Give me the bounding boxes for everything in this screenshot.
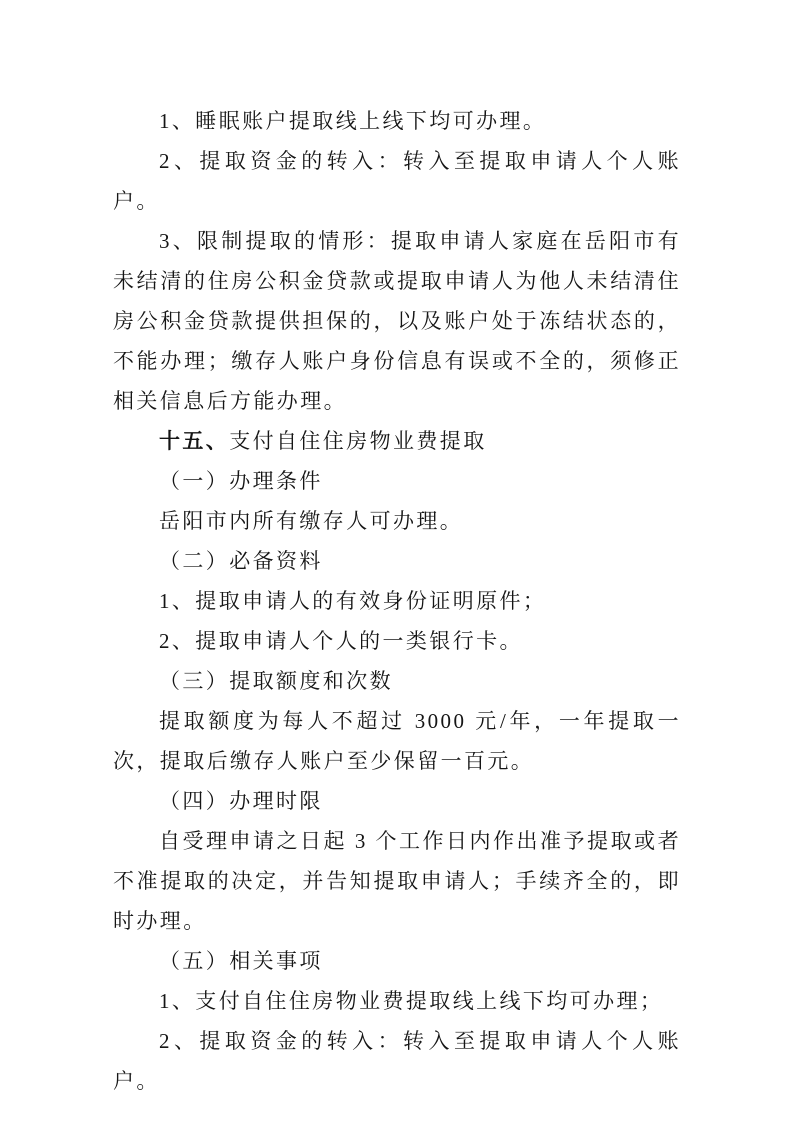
list-item-1-sleep-account: 1、睡眠账户提取线上线下均可办理。 <box>159 109 547 133</box>
list-item-2-fund-transfer-account: 2、提取资金的转入：转入至提取申请人个人账户。 <box>113 1029 681 1093</box>
paragraph-eligibility: 岳阳市内所有缴存人可办理。 <box>159 509 464 533</box>
paragraph-quota-detail: 提取额度为每人不超过 3000 元/年，一年提取一次，提取后缴存人账户至少保留一百元。 <box>113 709 681 773</box>
subsection-heading-conditions: （一）办理条件 <box>159 469 323 493</box>
section-heading-fifteen <box>113 421 681 461</box>
list-item-3-withdrawal-restrictions: 3、限制提取的情形：提取申请人家庭在岳阳市有未结清的住房公积金贷款或提取申请人为他人未结清住房公积金贷款提供担保的，以及账户处于冻结状态的，不能办理；缴存人账户身份信息有误或不全的，须修正相关信息后方能办理。 <box>113 229 681 413</box>
paragraph-time-limit-detail: 自受理申请之日起 3 个工作日内作出准予提取或者不准提取的决定，并告知提取申请人；手续齐全的，即时办理。 <box>113 829 681 933</box>
list-item-2-bank-card: 2、提取申请人个人的一类银行卡。 <box>159 629 523 653</box>
document-body <box>113 101 681 1101</box>
subsection-heading-required-materials: （二）必备资料 <box>159 549 323 573</box>
subsection-heading-time-limit: （四）办理时限 <box>159 789 323 813</box>
list-item-1-online-offline: 1、支付自住住房物业费提取线上线下均可办理； <box>159 989 664 1013</box>
subsection-heading-related-matters: （五）相关事项 <box>159 949 323 973</box>
section-title: 支付自住住房物业费提取 <box>229 429 487 453</box>
subsection-heading-quota-and-frequency: （三）提取额度和次数 <box>159 669 393 693</box>
section-number: 十五、 <box>159 429 230 453</box>
list-item-1-id-proof: 1、提取申请人的有效身份证明原件； <box>159 589 547 613</box>
list-item-2-fund-transfer: 2、提取资金的转入：转入至提取申请人个人账户。 <box>113 149 681 213</box>
